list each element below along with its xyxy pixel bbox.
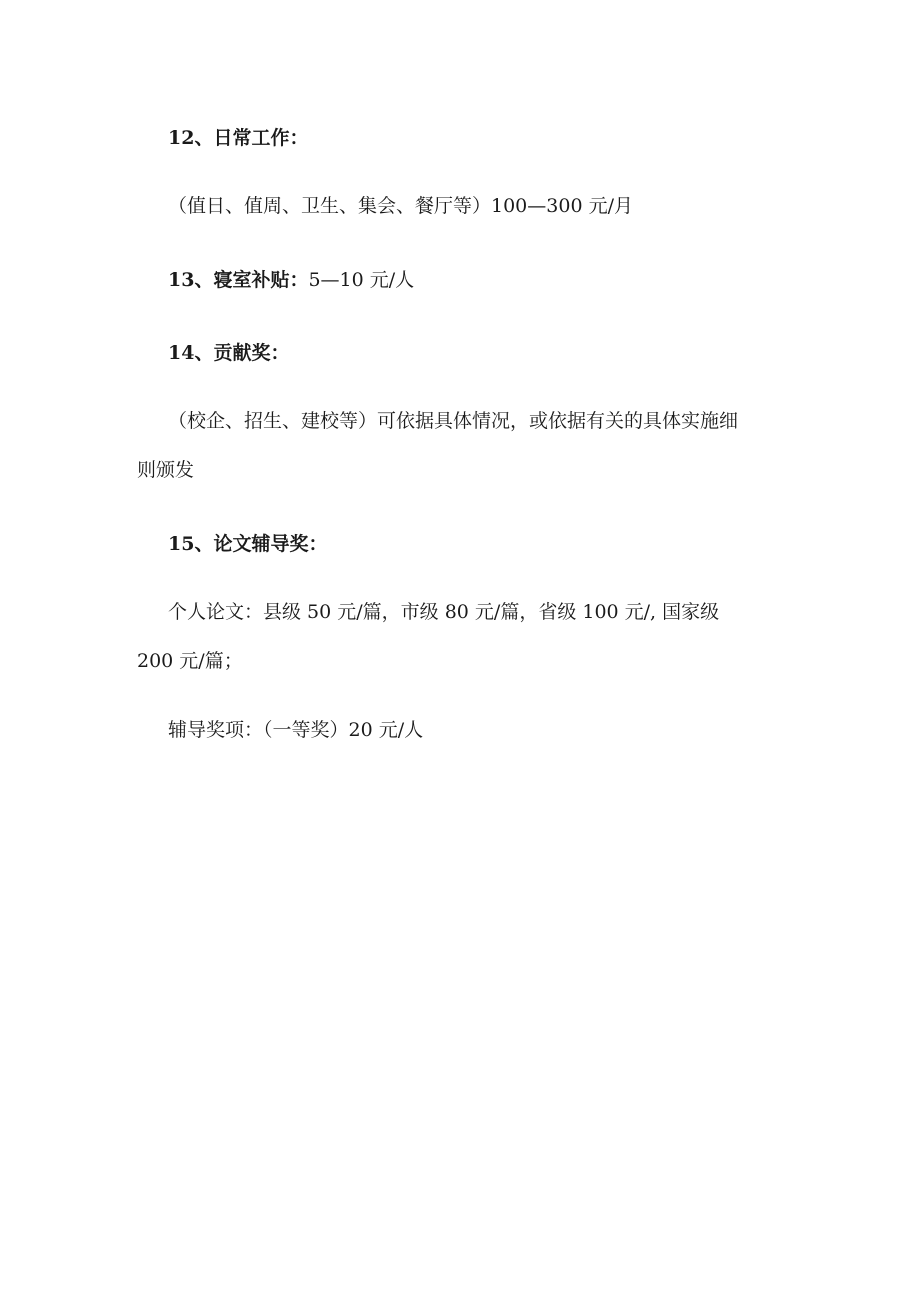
item-13-line: [168, 268, 414, 292]
item-12-body: （值日、值周、卫生、集会、餐厅等）100—300 元/月: [168, 195, 633, 217]
item-13-body: 5—10 元/人: [308, 269, 415, 291]
item-14-body-line-2: 则颁发: [137, 459, 195, 481]
item-14-body-line-1: （校企、招生、建校等）可依据具体情况，或依据有关的具体实施细: [168, 410, 739, 432]
item-12-heading: 12、日常工作：: [168, 127, 309, 149]
item-15-heading: 15、论文辅导奖：: [168, 533, 328, 555]
item-15-body-line-1: 个人论文：县级 50 元/篇，市级 80 元/篇，省级 100 元/, 国家级: [168, 601, 720, 623]
item-13-heading: 13、寝室补贴：: [168, 269, 309, 291]
item-15-body-line-2: 200 元/篇；: [137, 650, 243, 672]
item-15-body-line-3: 辅导奖项：（一等奖）20 元/人: [168, 719, 424, 741]
item-14-heading: 14、贡献奖：: [168, 342, 290, 364]
